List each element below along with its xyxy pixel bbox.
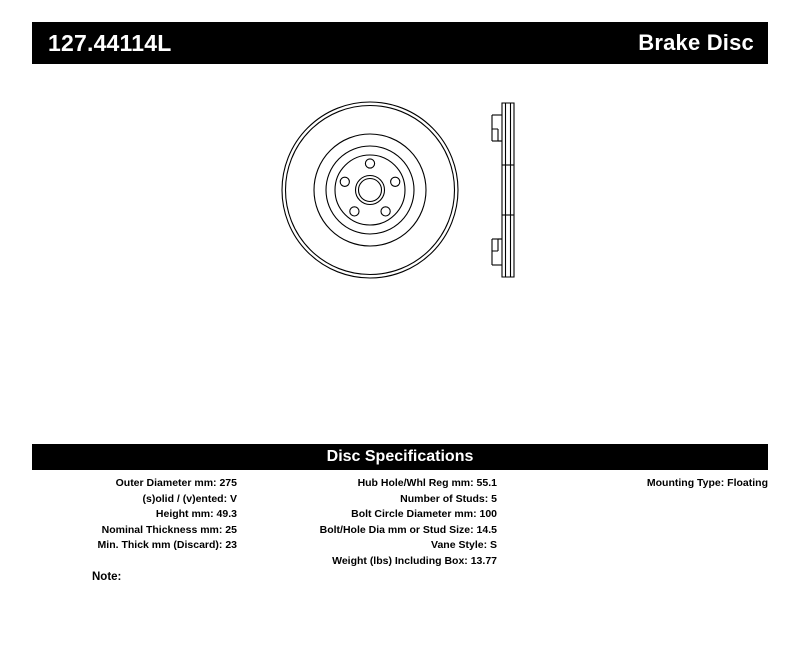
rotor-hub-hole bbox=[356, 176, 385, 205]
rotor-hat-transition bbox=[335, 155, 405, 225]
spec-item: Bolt Circle Diameter mm: 100 bbox=[351, 508, 497, 520]
spec-item: Vane Style: S bbox=[431, 539, 497, 551]
spec-item: (s)olid / (v)ented: V bbox=[142, 492, 237, 505]
stud-holes bbox=[340, 159, 400, 216]
spec-item: Hub Hole/Whl Reg mm: 55.1 bbox=[357, 477, 497, 489]
specs-table bbox=[32, 476, 768, 576]
spec-item: Outer Diameter mm: 275 bbox=[115, 477, 237, 489]
spec-item: Weight (lbs) Including Box: 13.77 bbox=[332, 554, 497, 567]
note-label: Note: bbox=[92, 571, 122, 583]
rotor-outer-circle bbox=[282, 102, 458, 278]
part-number: 127.44114L bbox=[48, 29, 172, 56]
specs-right-column bbox=[512, 476, 768, 492]
rotor-edge-view bbox=[492, 103, 514, 277]
specs-middle-column bbox=[247, 476, 497, 569]
specs-title-bar bbox=[32, 444, 768, 470]
rotor-drawing-svg bbox=[270, 95, 570, 285]
spec-item: Bolt/Hole Dia mm or Stud Size: 14.5 bbox=[319, 523, 497, 536]
header-bar bbox=[32, 22, 768, 64]
rotor-braking-surface-inner bbox=[314, 134, 426, 246]
spec-item: Height mm: 49.3 bbox=[155, 508, 237, 520]
spec-item: Number of Studs: 5 bbox=[400, 492, 497, 505]
rotor-outer-edge-inner bbox=[286, 106, 455, 275]
spec-item: Nominal Thickness mm: 25 bbox=[101, 523, 237, 536]
rotor-hub-hole-inner bbox=[359, 179, 382, 202]
document-type: Brake Disc bbox=[638, 30, 754, 55]
specs-left-column bbox=[32, 476, 237, 554]
spec-item: Mounting Type: Floating bbox=[646, 477, 768, 489]
rotor-drawing bbox=[270, 95, 570, 285]
spec-item: Min. Thick mm (Discard): 23 bbox=[97, 539, 237, 551]
specs-title: Disc Specifications bbox=[326, 448, 474, 465]
